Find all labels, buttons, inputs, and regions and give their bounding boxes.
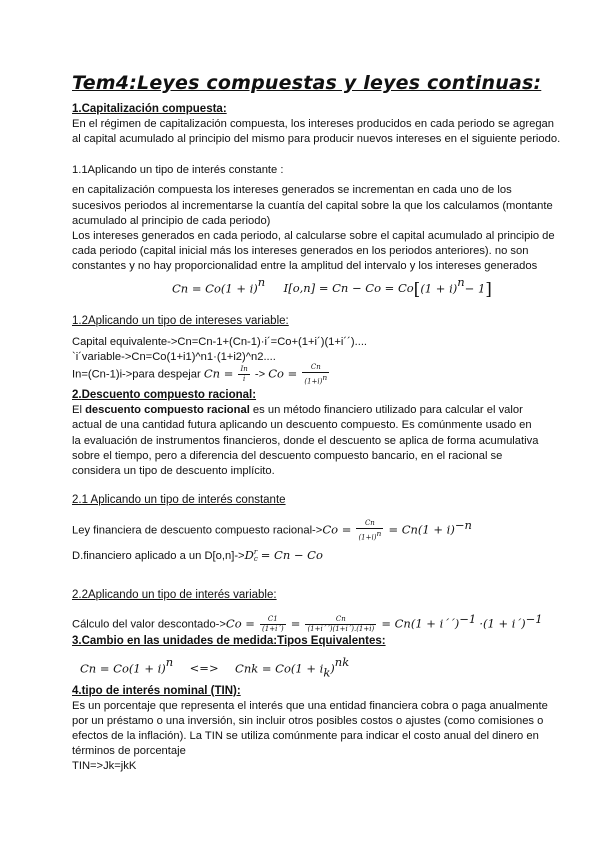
- fraction: $\frac{Cn}{(1+i)^n}$: [304, 363, 328, 386]
- paragraph-line: acumulado al principio de cada periodo): [72, 215, 271, 227]
- formula-line: `i´variable->Cn=Co(1+i1)^n1·(1+i2)^n2....: [72, 351, 276, 363]
- formula-despejar: In=(Cn-1)i->para despejar Cn = $\frac{In}{i}$ -> Co = $\frac{Cn}{(1+i)^n}$: [72, 363, 328, 386]
- paragraph-line: Es un porcentaje que representa el interés que una entidad financiera cobra o paga anualmente: [72, 700, 548, 712]
- paragraph-descuento: El descuento compuesto racional es un método financiero utilizado para calcular el valor actual de una cantidad futura aplicando un descuento compuesto. Es comúnmente usado en la evaluación de instrumentos financieros, donde el descuento se aplica de forma acumulativa sobre el tiempo, pero a diferencia del descuento compuesto bancario, en el racional se considera un tipo de descuento implícito.: [72, 404, 539, 478]
- section-heading-descuento: 2.Descuento compuesto racional:: [72, 389, 257, 401]
- section-heading-tin: 4.tipo de interés nominal (TIN):: [72, 685, 241, 697]
- paragraph-line: al capital acumulado al principio del mismo para producir nuevos intereses en el siguiente periodo.: [72, 133, 561, 145]
- fraction: $\frac{In}{i}$: [240, 365, 248, 384]
- fraction: $\frac{Cn}{(1+i)^n}$: [358, 519, 382, 542]
- paragraph-line: por un préstamo o una inversión, sin incluir otros posibles costos o ajustes (como comisiones o: [72, 715, 544, 727]
- formula-line: Capital equivalente->Cn=Cn-1+(Cn-1)·i´=Co+(1+i´)(1+i´´)....: [72, 336, 368, 348]
- section-heading-tipos-equivalentes: 3.Cambio en las unidades de medida:Tipos Equivalentes:: [72, 635, 386, 647]
- paragraph-line: sucesivos periodos al incrementarse la cuantía del capital sobre la que los calculamos (montante: [72, 200, 553, 212]
- paragraph-line: cada periodo (capital inicial más los intereses generados en los periodos anteriores). no son: [72, 245, 529, 257]
- formula-tin: TIN=>Jk=jkK: [72, 760, 137, 772]
- formula-ley-descuento: Ley financiera de descuento compuesto racional->Co = $\frac{Cn}{(1+i)^n}$ = $Cn(1 + i)^{-n}$: [72, 518, 472, 542]
- subsection-heading-interes-constante: 1.1Aplicando un tipo de interés constante :: [72, 164, 284, 176]
- formula-capital-compuesto: $Cn = Co(1 + i)^n$ $I[o,n] = Cn - Co = Co[(1 + i)^n- 1]$: [172, 275, 492, 300]
- paragraph-line: constantes y no hay proporcionalidad entre la amplitud del intervalo y los intereses generados: [72, 260, 538, 272]
- paragraph-line: en capitalización compuesta los intereses generados se incrementan en cada uno de los: [72, 184, 512, 196]
- paragraph-line: términos de porcentaje: [72, 745, 186, 757]
- fraction: $\frac{Cn}{(1+i´´)(1+i´).(1+i)}$: [307, 615, 375, 634]
- formula-descuento-financiero: D.financiero aplicado a un D[o,n]->Dr c = Cn − Co: [72, 547, 323, 564]
- paragraph-line: Los intereses generados en cada periodo, al calcularse sobre el capital acumulado al principio de: [72, 230, 555, 242]
- page-title: Tem4:Leyes compuestas y leyes continuas:: [72, 72, 542, 94]
- paragraph-line: efectos de la inflación). La TIN se utiliza comúnmente para indicar el costo anual del dinero en: [72, 730, 539, 742]
- subsection-heading-interes-variable: 1.2Aplicando un tipo de intereses variable:: [72, 315, 289, 327]
- formula-tipos-equivalentes: $Cn = Co(1 + i)^n$ <=> Cnk = $Co(1 + i_k)^{nk}$: [80, 655, 350, 680]
- subsection-heading-descuento-constante: 2.1 Aplicando un tipo de interés constante: [72, 494, 286, 506]
- subsection-heading-descuento-variable: 2.2Aplicando un tipo de interés variable:: [72, 589, 277, 601]
- section-heading-capitalizacion: 1.Capitalización compuesta:: [72, 103, 227, 115]
- fraction: $\frac{C1}{(1+i´)}$: [262, 615, 284, 634]
- paragraph-line: En el régimen de capitalización compuesta, los intereses producidos en cada periodo se agregan: [72, 118, 554, 130]
- formula-valor-descontado: Cálculo del valor descontado->Co = $\frac{C1}{(1+i´)}$ = $\frac{Cn}{(1+i´´)(1+i´).(1+i)}$ = Cn(1 + i´´)$^{-1}$ ·(1 + i´)$^{-1}$: [72, 612, 543, 634]
